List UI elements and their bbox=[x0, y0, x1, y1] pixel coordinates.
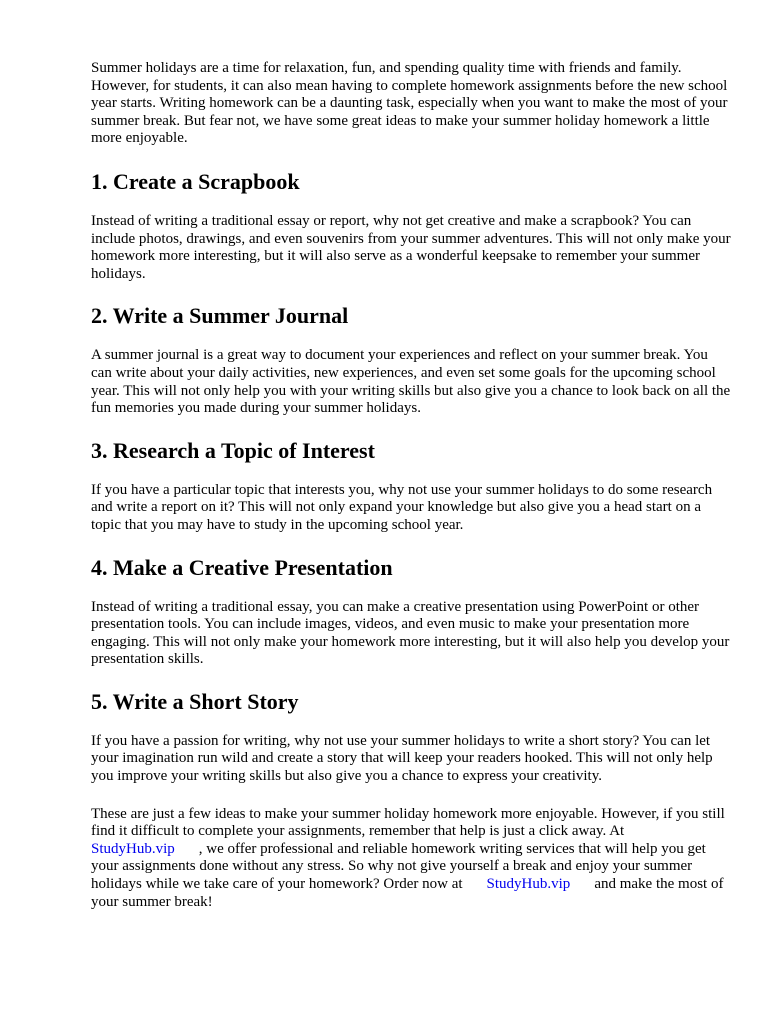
section-scrapbook bbox=[91, 169, 731, 283]
studyhub-link-2[interactable]: StudyHub.vip bbox=[486, 876, 571, 893]
section-heading: 4. Make a Creative Presentation bbox=[91, 554, 393, 580]
section-body: A summer journal is a great way to document your experiences and reflect on your summer break. You can write about your daily activities, new experiences, and even set some goals for the upcoming school year. This will not only help you with your writing skills but also give you a chance to look back on all the fun memories you made during your summer holidays. bbox=[91, 347, 731, 417]
section-heading: 5. Write a Short Story bbox=[91, 688, 299, 714]
closing-paragraph bbox=[91, 806, 731, 912]
document-page bbox=[91, 60, 731, 911]
closing-text-1: These are just a few ideas to make your summer holiday homework more enjoyable. However, if you still find it difficult to complete your assignments, remember that help is just a click away. At bbox=[91, 805, 725, 840]
section-heading: 2. Write a Summer Journal bbox=[91, 303, 349, 329]
section-body: If you have a particular topic that interests you, why not use your summer holidays to do some research and write a report on it? This will not only expand your knowledge but also give you a head start on a topic that you may have to study in the upcoming school year. bbox=[91, 481, 713, 533]
section-body: Instead of writing a traditional essay or report, why not get creative and make a scrapbook? You can include photos, drawings, and even souvenirs from your summer adventures. This will not only make your homework more interesting, but it will also serve as a wonderful keepsake to remember your summer holidays. bbox=[91, 212, 731, 282]
section-body: Instead of writing a traditional essay, you can make a creative presentation using PowerPoint or other presentation tools. You can include images, videos, and even music to make your presentation more engaging. This will not only make your homework more interesting, but it will also help you develop your presentation skills. bbox=[91, 598, 730, 668]
section-body: If you have a passion for writing, why not use your summer holidays to write a short story? You can let your imagination run wild and create a story that will keep your readers hooked. This will not only help you improve your writing skills but also give you a chance to express your creativity. bbox=[91, 732, 713, 785]
intro-paragraph: Summer holidays are a time for relaxation, fun, and spending quality time with friends and family. However, for students, it can also mean having to complete homework assignments before the new school year starts. Writing homework can be a daunting task, especially when you want to make the most of your summer break. But fear not, we have some great ideas to make your summer holiday homework a little more enjoyable. bbox=[91, 60, 728, 147]
closing-text-2: , we offer professional and reliable homework writing services that will help you get your assignments done without any stress. So why not give yourself a break and enjoy your summer holidays while we take care of your homework? Order now at bbox=[91, 840, 706, 893]
section-short-story bbox=[91, 689, 731, 786]
section-summer-journal bbox=[91, 303, 731, 417]
section-research-topic bbox=[91, 438, 731, 535]
closing-text-3: and make the most of your summer break! bbox=[91, 876, 724, 910]
section-creative-presentation bbox=[91, 555, 731, 669]
section-heading: 3. Research a Topic of Interest bbox=[91, 437, 375, 463]
section-heading: 1. Create a Scrapbook bbox=[91, 168, 300, 194]
studyhub-link-1[interactable]: StudyHub.vip bbox=[91, 840, 175, 857]
